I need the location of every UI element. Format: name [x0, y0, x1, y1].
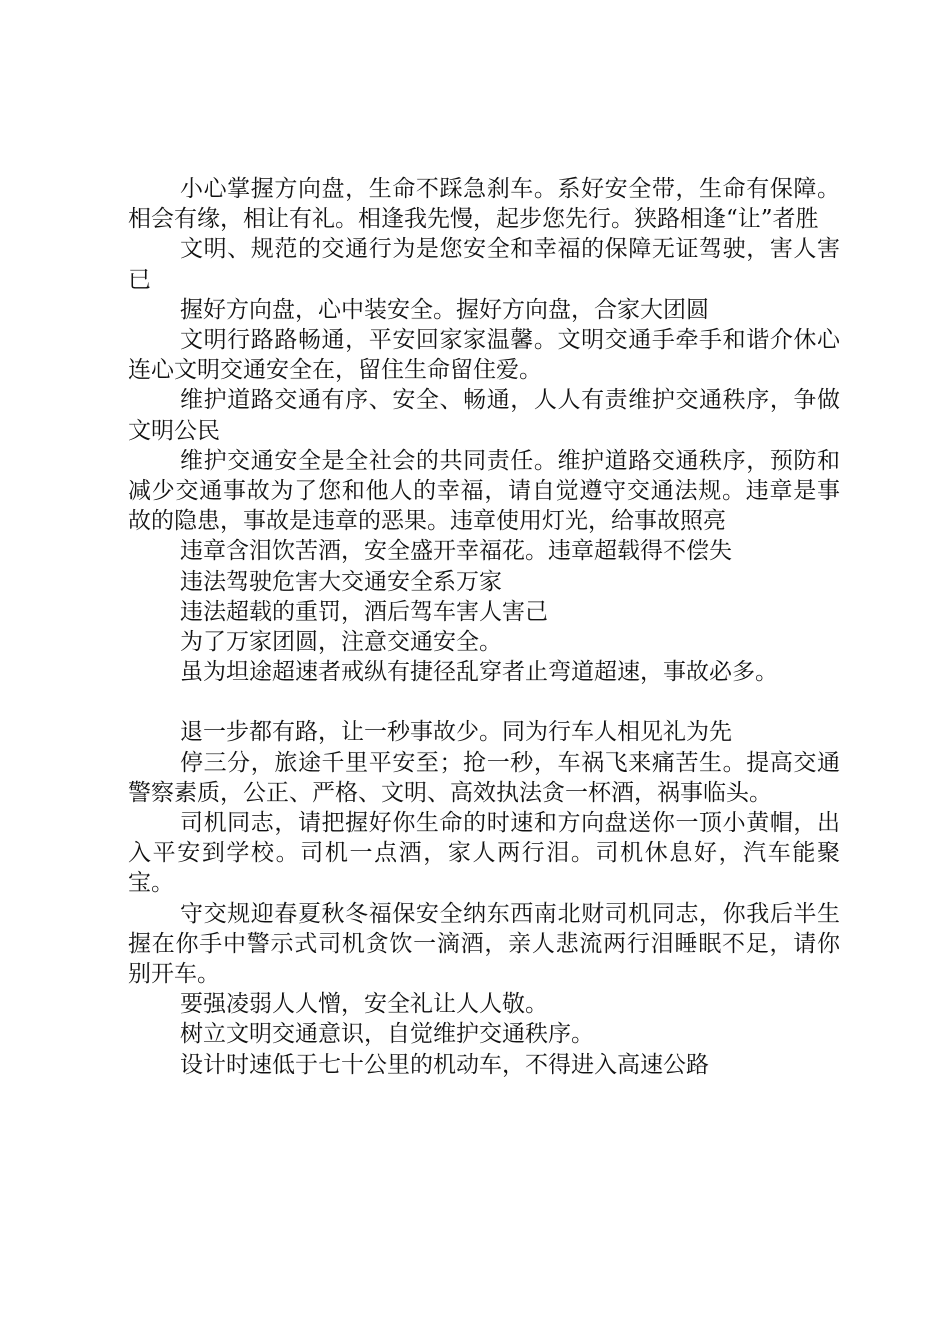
paragraph: 要强凌弱人人憎，安全礼让人人敬。 [180, 991, 548, 1018]
paragraph: 守交规迎春夏秋冬福保安全纳东西南北财司机同志，你我后半生握在你手中警示式司机贪饮一滴酒，亲人悲流两行泪睡眠不足，请你别开车。 [128, 900, 840, 988]
paragraph: 维护道路交通有序、安全、畅通，人人有责维护交通秩序，争做文明公民 [128, 387, 840, 444]
paragraph: 维护交通安全是全社会的共同责任。维护道路交通秩序，预防和减少交通事故为了您和他人的幸福，请自觉遵守交通法规。违章是事故的隐患，事故是违章的恶果。违章使用灯光，给事故照亮 [128, 447, 840, 535]
paragraph: 设计时速低于七十公里的机动车，不得进入高速公路 [180, 1051, 709, 1078]
paragraph: 司机同志，请把握好你生命的时速和方向盘送你一顶小黄帽，出入平安到学校。司机一点酒，家人两行泪。司机休息好，汽车能聚宝。 [128, 810, 840, 897]
paragraph: 文明、规范的交通行为是您安全和幸福的保障无证驾驶，害人害已 [128, 236, 840, 293]
paragraph: 小心掌握方向盘，生命不踩急刹车。系好安全带，生命有保障。相会有缘，相让有礼。相逢我先慢，起步您先行。狭路相逢“让”者胜 [128, 176, 840, 233]
paragraph: 违法超载的重罚，酒后驾车害人害己 [180, 598, 548, 625]
paragraph: 停三分，旅途千里平安至；抢一秒，车祸飞来痛苦生。提高交通警察素质，公正、严格、文明、高效执法贪一杯酒，祸事临头。 [128, 749, 840, 806]
paragraph: 违法驾驶危害大交通安全系万家 [180, 568, 502, 595]
paragraph: 树立文明交通意识，自觉维护交通秩序。 [180, 1021, 594, 1048]
document-body [128, 174, 840, 1080]
paragraph: 文明行路路畅通，平安回家家温馨。文明交通手牵手和谐介休心连心文明交通安全在，留住生命留住爱。 [128, 327, 840, 384]
paragraph: 握好方向盘，心中装安全。握好方向盘，合家大团圆 [180, 296, 709, 323]
paragraph: 虽为坦途超速者戒纵有捷径乱穿者止弯道超速，事故必多。 [180, 659, 778, 686]
paragraph: 退一步都有路，让一秒事故少。同为行车人相见礼为先 [180, 719, 732, 746]
paragraph: 违章含泪饮苦酒，安全盛开幸福花。违章超载得不偿失 [180, 538, 732, 565]
paragraph: 为了万家团圆，注意交通安全。 [180, 629, 502, 656]
